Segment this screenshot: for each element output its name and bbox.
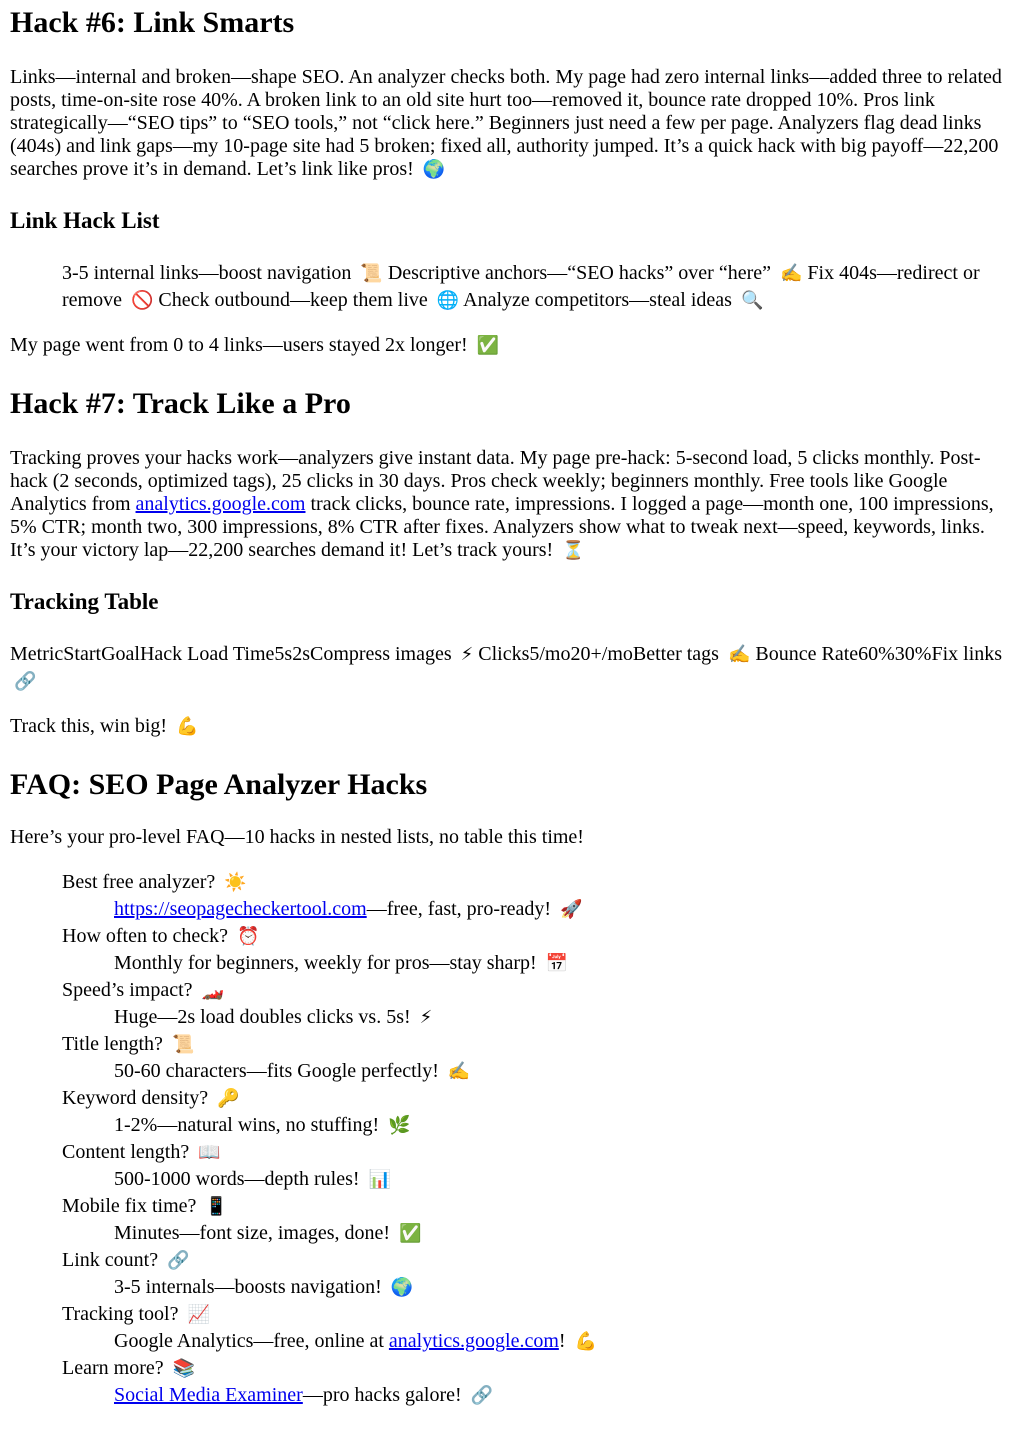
faq-question-text: Best free analyzer?: [62, 871, 216, 893]
hack7-body-post: track clicks, bounce rate, impressions. I logged a page—month one, 100 impressions, 5% CTR; month two, 300 impressions, 8% CTR after fixes. Analyzers show what to tweak next—speed, keywords, links. It’s your victory lap—22,200 searches demand it! Let’s track yours!: [10, 493, 994, 561]
link-hack-item-4: Check outbound—keep them live: [158, 289, 428, 311]
hack7-body-pre: Tracking proves your hacks work—analyzers give instant data. My page pre-hack: 5-second load, 5 clicks monthly. Post-hack (2 seconds, optimized tags), 25 clicks in 30 days. Pros check weekly; beginners monthly. Free tools like Google Analytics from: [10, 447, 981, 515]
hack6-heading: Hack #6: Link Smarts: [10, 6, 295, 39]
hack7-result: [10, 715, 1014, 738]
hack7-result-text: Track this, win big!: [10, 715, 168, 737]
prohibited-icon: 🚫: [130, 290, 154, 311]
faq-question-7: [62, 1193, 1014, 1220]
tracking-table-header: MetricStartGoalHack: [10, 643, 183, 665]
link-hack-list: [10, 260, 1014, 314]
hack7-paragraph: [10, 447, 1014, 562]
link-hack-item-1: 3-5 internal links—boost navigation: [62, 262, 352, 284]
flexed-biceps-icon: 💪: [574, 1331, 597, 1352]
writing-hand-icon: ✍️: [447, 1061, 471, 1082]
faq-question-text: Title length?: [62, 1033, 163, 1055]
faq-question-text: Keyword density?: [62, 1087, 209, 1109]
chart-increasing-icon: 📈: [187, 1304, 210, 1325]
link-hack-item-3: Fix 404s—redirect or remove: [62, 262, 980, 311]
faq-answer-7: [62, 1220, 1014, 1247]
faq-answer-text: Minutes—font size, images, done!: [114, 1222, 391, 1244]
magnifier-icon: 🔍: [740, 290, 764, 311]
link-hack-item-2: Descriptive anchors—“SEO hacks” over “here”: [387, 262, 771, 284]
globe-icon: 🌍: [422, 159, 446, 180]
faq-question-text: Link count?: [62, 1249, 159, 1271]
faq-answer-10: [62, 1382, 1014, 1409]
faq-question-9: [62, 1301, 1014, 1328]
faq-answer-3: [62, 1004, 1014, 1031]
writing-hand-icon: ✍️: [780, 263, 803, 284]
link-hack-list-heading: Link Hack List: [10, 208, 160, 233]
faq-question-3: [62, 977, 1014, 1004]
lightning-icon: ⚡: [460, 644, 474, 665]
faq-intro: Here’s your pro-level FAQ—10 hacks in nested lists, no table this time!: [10, 826, 584, 848]
writing-hand-icon: ✍️: [727, 644, 751, 665]
faq-question-text: Tracking tool?: [62, 1303, 179, 1325]
social-media-examiner-link[interactable]: Social Media Examiner: [114, 1384, 303, 1406]
hack6-result: [10, 334, 1014, 357]
scroll-icon: 📜: [171, 1034, 195, 1055]
hack6-result-text: My page went from 0 to 4 links—users stayed 2x longer!: [10, 334, 468, 356]
faq-answer-text: 1-2%—natural wins, no stuffing!: [114, 1114, 380, 1136]
faq-question-1: [62, 869, 1014, 896]
link-icon: 🔗: [167, 1250, 190, 1271]
link-icon: 🔗: [470, 1385, 494, 1406]
faq-answer-9: [62, 1328, 1014, 1355]
globe-meridians-icon: 🌐: [436, 290, 460, 311]
hack7-heading: Hack #7: Track Like a Pro: [10, 387, 351, 420]
tracking-row-2: Clicks5/mo20+/moBetter tags: [478, 643, 719, 665]
mobile-phone-icon: 📱: [205, 1196, 228, 1217]
faq-answer-2: [62, 950, 1014, 977]
faq-answer-text: Huge—2s load doubles clicks vs. 5s!: [114, 1006, 411, 1028]
sun-icon: ☀️: [224, 872, 247, 893]
alarm-clock-icon: ⏰: [237, 926, 260, 947]
faq-answer-1: [62, 896, 1014, 923]
faq-answer-6: [62, 1166, 1014, 1193]
faq-question-6: [62, 1139, 1014, 1166]
faq-question-10: [62, 1355, 1014, 1382]
faq-question-text: Mobile fix time?: [62, 1195, 197, 1217]
books-icon: 📚: [172, 1358, 196, 1379]
faq-question-text: Learn more?: [62, 1357, 164, 1379]
analytics-link[interactable]: analytics.google.com: [388, 1330, 559, 1352]
herb-icon: 🌿: [388, 1115, 411, 1136]
tracking-row-3: Bounce Rate60%30%Fix links: [755, 643, 1003, 665]
faq-question-text: Speed’s impact?: [62, 979, 193, 1001]
flexed-biceps-icon: 💪: [176, 716, 199, 737]
faq-question-4: [62, 1031, 1014, 1058]
tracking-table: [10, 641, 1014, 695]
link-hack-item-5: Analyze competitors—steal ideas: [463, 289, 732, 311]
bar-chart-icon: 📊: [368, 1169, 391, 1190]
article-page: [0, 6, 1024, 1409]
check-mark-icon: ✅: [399, 1223, 422, 1244]
rocket-icon: 🚀: [560, 899, 583, 920]
calendar-icon: 📅: [545, 953, 569, 974]
key-icon: 🔑: [217, 1088, 240, 1109]
analytics-link[interactable]: analytics.google.com: [135, 493, 306, 515]
race-car-icon: 🏎️: [201, 980, 224, 1001]
faq-question-text: How often to check?: [62, 925, 229, 947]
faq-answer-text: —pro hacks galore!: [302, 1384, 462, 1406]
tracking-table-heading: Tracking Table: [10, 589, 159, 614]
tracking-row-1: Load Time5s2sCompress images: [187, 643, 452, 665]
faq-question-8: [62, 1247, 1014, 1274]
faq-answer-text: Google Analytics—free, online at: [114, 1330, 389, 1352]
hack6-body-text: Links—internal and broken—shape SEO. An analyzer checks both. My page had zero internal links—added three to related posts, time-on-site rose 40%. A broken link to an old site hurt too—removed it, bounce rate dropped 10%. Pros link strategically—“SEO tips” to “SEO tools,” not “click here.” Beginners just need a few per page. Analyzers flag dead links (404s) and link gaps—my 10-page site had 5 broken; fixed all, authority jumped. It’s a quick hack with big payoff—22,200 searches prove it’s in demand. Let’s link like pros!: [10, 66, 1002, 180]
faq-answer-text: 50-60 characters—fits Google perfectly!: [114, 1060, 439, 1082]
faq-answer-8: [62, 1274, 1014, 1301]
faq-list: [10, 869, 1014, 1409]
seopagecheckertool-link[interactable]: https://seopagecheckertool.com: [114, 898, 367, 920]
globe-icon: 🌍: [390, 1277, 414, 1298]
hack6-paragraph: [10, 66, 1014, 181]
faq-question-2: [62, 923, 1014, 950]
faq-answer-text: 500-1000 words—depth rules!: [114, 1168, 360, 1190]
open-book-icon: 📖: [198, 1142, 221, 1163]
faq-question-text: Content length?: [62, 1141, 190, 1163]
lightning-icon: ⚡: [419, 1007, 433, 1028]
faq-answer-4: [62, 1058, 1014, 1085]
faq-heading: FAQ: SEO Page Analyzer Hacks: [10, 768, 428, 801]
faq-answer-5: [62, 1112, 1014, 1139]
hourglass-icon: ⏳: [562, 540, 585, 561]
faq-answer-text: —free, fast, pro-ready!: [366, 898, 552, 920]
faq-question-5: [62, 1085, 1014, 1112]
link-icon: 🔗: [14, 671, 37, 692]
check-mark-icon: ✅: [476, 335, 500, 356]
faq-answer-text: 3-5 internals—boosts navigation!: [114, 1276, 382, 1298]
scroll-icon: 📜: [360, 263, 383, 284]
faq-answer-text: Monthly for beginners, weekly for pros—stay sharp!: [114, 952, 537, 974]
faq-answer-text: !: [558, 1330, 566, 1352]
